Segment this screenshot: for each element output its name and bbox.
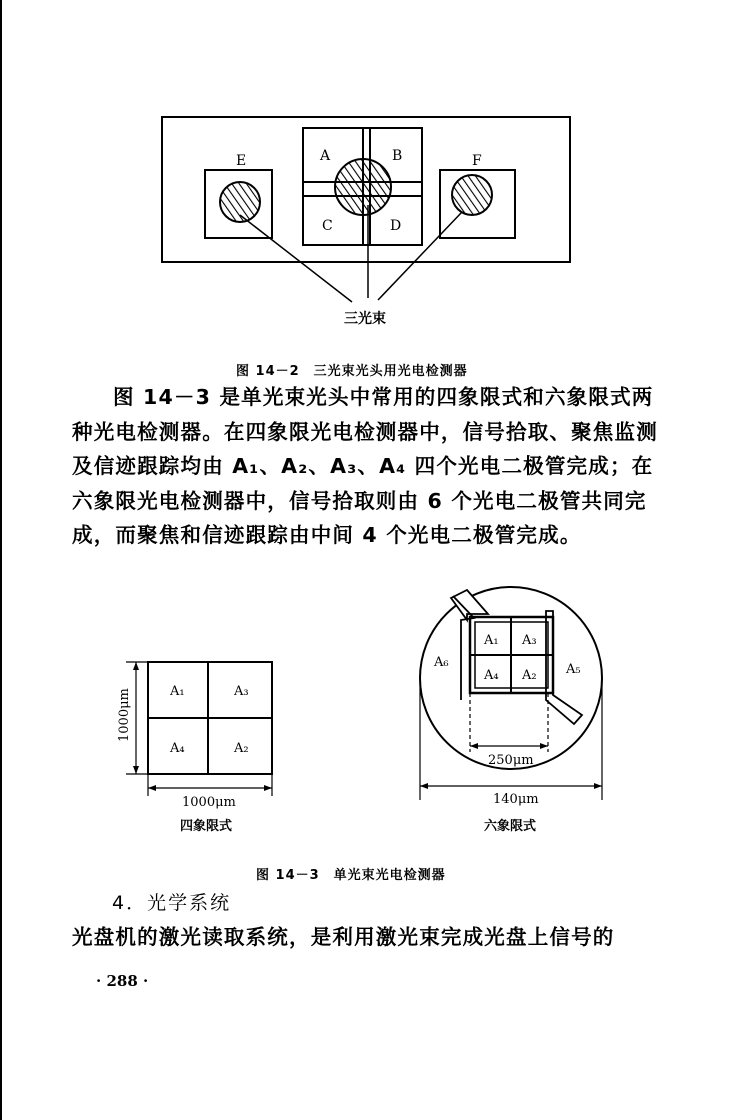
quad-label-b: B — [392, 148, 403, 164]
figure-six-quadrant — [420, 587, 602, 834]
section-heading: 4．光学系统 — [112, 892, 232, 914]
six-quad-a4: A₄ — [484, 668, 499, 683]
six-quad-inner-dim: 250μm — [488, 753, 534, 768]
quad-label-c: C — [322, 218, 333, 234]
four-quad-a1: A₁ — [170, 684, 185, 699]
leader-e — [240, 215, 352, 302]
four-quad-a4: A₄ — [170, 741, 185, 756]
six-quad-name: 六象限式 — [484, 819, 537, 834]
four-quad-a3: A₃ — [234, 684, 249, 699]
four-quad-width-dim: 1000μm — [182, 795, 236, 810]
figure-four-quadrant — [117, 662, 272, 834]
six-quad-a3: A₃ — [522, 633, 537, 648]
figure-14-2 — [162, 117, 570, 327]
six-quad-a2: A₂ — [522, 668, 537, 683]
six-quad-separator-left — [451, 590, 488, 620]
six-quad-right-segment: A₅ — [566, 662, 581, 677]
six-quad-outer-dim: 140μm — [493, 792, 539, 807]
six-quad-left-segment: A₆ — [434, 655, 449, 670]
detector-f-label: F — [472, 153, 482, 169]
six-quad-a1: A₁ — [484, 633, 499, 648]
four-quad-a2: A₂ — [234, 741, 249, 756]
body-paragraph-text: 图 14－3 是单光束光头中常用的四象限式和六象限式两种光电检测器。在四象限光电检测器中，信号拾取、聚焦监测及信迹跟踪均由 A₁、A₂、A₃、A₄ 四个光电二极管完成；在六象限光电检测器中，信号拾取则由 6 个光电二极管共同完成，而聚焦和信迹跟踪由中间 4 个光电二极管完成。 — [72, 385, 658, 547]
section-paragraph: 光盘机的激光读取系统，是利用激光束完成光盘上信号的 — [72, 925, 615, 949]
body-paragraph — [72, 380, 662, 553]
page-number: · 288 · — [96, 972, 149, 990]
figure-14-2-caption: 图 14－2 三光束光头用光电检测器 — [236, 364, 468, 379]
detector-e-spot — [220, 182, 260, 222]
figure-14-3-caption: 图 14－3 单光束光电检测器 — [256, 868, 446, 883]
beam-label: 三光束 — [344, 311, 386, 327]
detector-f-spot — [452, 175, 492, 215]
four-quad-name: 四象限式 — [180, 819, 233, 834]
four-quad-height-dim: 1000μm — [117, 688, 132, 742]
quad-label-d: D — [390, 218, 402, 234]
quad-label-a: A — [320, 148, 331, 164]
detector-e-label: E — [236, 153, 247, 169]
quad-beam-spot — [335, 159, 391, 215]
